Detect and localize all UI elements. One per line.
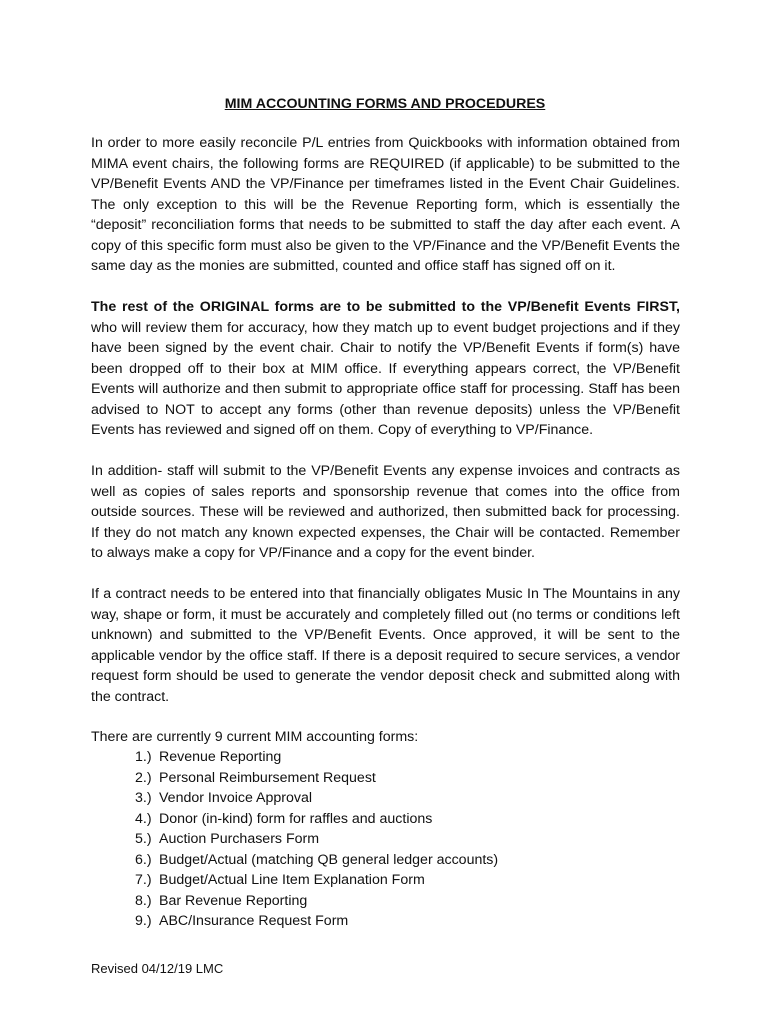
list-item-number: 2.) bbox=[135, 769, 152, 786]
list-item bbox=[135, 809, 498, 830]
list-item-number: 5.) bbox=[135, 831, 152, 847]
revision-footer: Revised 04/12/19 LMC bbox=[91, 961, 224, 976]
list-item-number: 7.) bbox=[135, 872, 152, 888]
list-item-label: Vendor Invoice Approval bbox=[159, 790, 313, 806]
forms-intro: There are currently 9 current MIM accounting forms: bbox=[91, 729, 419, 745]
list-item-number: 6.) bbox=[135, 851, 152, 868]
list-item bbox=[135, 768, 498, 789]
paragraph-original-forms-lead: The rest of the ORIGINAL forms are to be submitted to the VP/Benefit Events FIRST, bbox=[91, 299, 680, 315]
paragraph-original-forms-body: who will review them for accuracy, how they match up to event budget projections and if they have been signed by the event chair. Chair to notify the VP/Benefit Events if form(s) have been dropped off to their box at MIM office. If everything appears correct, the VP/Benefit Events will authorize and then submit to appropriate office staff for processing. Staff has been advised to NOT to accept any forms (other than revenue deposits) unless the VP/Benefit Events has reviewed and signed off on them. Copy of everything to VP/Finance. bbox=[91, 319, 680, 438]
list-item-number: 8.) bbox=[135, 892, 152, 909]
list-item-label: Personal Reimbursement Request bbox=[159, 769, 376, 786]
list-item-label: Auction Purchasers Form bbox=[159, 831, 320, 847]
list-item bbox=[135, 747, 498, 768]
list-item-label: Budget/Actual (matching QB general ledger accounts) bbox=[159, 851, 499, 868]
list-item bbox=[135, 850, 498, 871]
paragraph-expense-invoices: In addition- staff will submit to the VP/Benefit Events any expense invoices and contracts as well as copies of sales reports and sponsorship revenue that comes into the office from outside sources. These will be reviewed and authorized, then submitted back for processing. If they do not match any known expected expenses, the Chair will be contacted. Remember to always make a copy for VP/Finance and a copy for the event binder. bbox=[91, 463, 680, 561]
list-item-number: 9.) bbox=[135, 913, 152, 929]
list-item bbox=[135, 870, 498, 891]
list-item-number: 3.) bbox=[135, 790, 152, 806]
paragraph-reconcile: In order to more easily reconcile P/L entries from Quickbooks with information obtained from MIMA event chairs, the following forms are REQUIRED (if applicable) to be submitted to the VP/Benefit Events AND the VP/Finance per timeframes listed in the Event Chair Guidelines. The only exception to this will be the Revenue Reporting form, which is essentially the “deposit” reconciliation forms that needs to be submitted to staff the day after each event. A copy of this specific form must also be given to the VP/Finance and the VP/Benefit Events the same day as the monies are submitted, counted and office staff has signed off on it. bbox=[91, 135, 680, 274]
document-title: MIM ACCOUNTING FORMS AND PROCEDURES bbox=[224, 96, 546, 112]
paragraph-contracts: If a contract needs to be entered into that financially obligates Music In The Mountains in any way, shape or form, it must be accurately and completely filled out (no terms or conditions left unknown) and submitted to the VP/Benefit Events. Once approved, it will be sent to the applicable vendor by the office staff. If there is a deposit required to secure services, a vendor request form should be used to generate the vendor deposit check and submitted along with the contract. bbox=[91, 586, 680, 705]
list-item bbox=[135, 911, 498, 932]
list-item-label: Bar Revenue Reporting bbox=[159, 892, 308, 909]
list-item bbox=[135, 788, 498, 809]
list-item bbox=[135, 829, 498, 850]
list-item-label: Revenue Reporting bbox=[159, 749, 282, 765]
list-item-label: Donor (in-kind) form for raffles and auctions bbox=[159, 810, 433, 827]
paragraph-original-forms bbox=[91, 297, 680, 441]
list-item-label: ABC/Insurance Request Form bbox=[159, 913, 349, 929]
list-item bbox=[135, 891, 498, 912]
list-item-number: 4.) bbox=[135, 810, 152, 827]
list-item-label: Budget/Actual Line Item Explanation Form bbox=[159, 872, 425, 888]
list-item-number: 1.) bbox=[135, 749, 152, 765]
forms-list bbox=[135, 747, 498, 932]
